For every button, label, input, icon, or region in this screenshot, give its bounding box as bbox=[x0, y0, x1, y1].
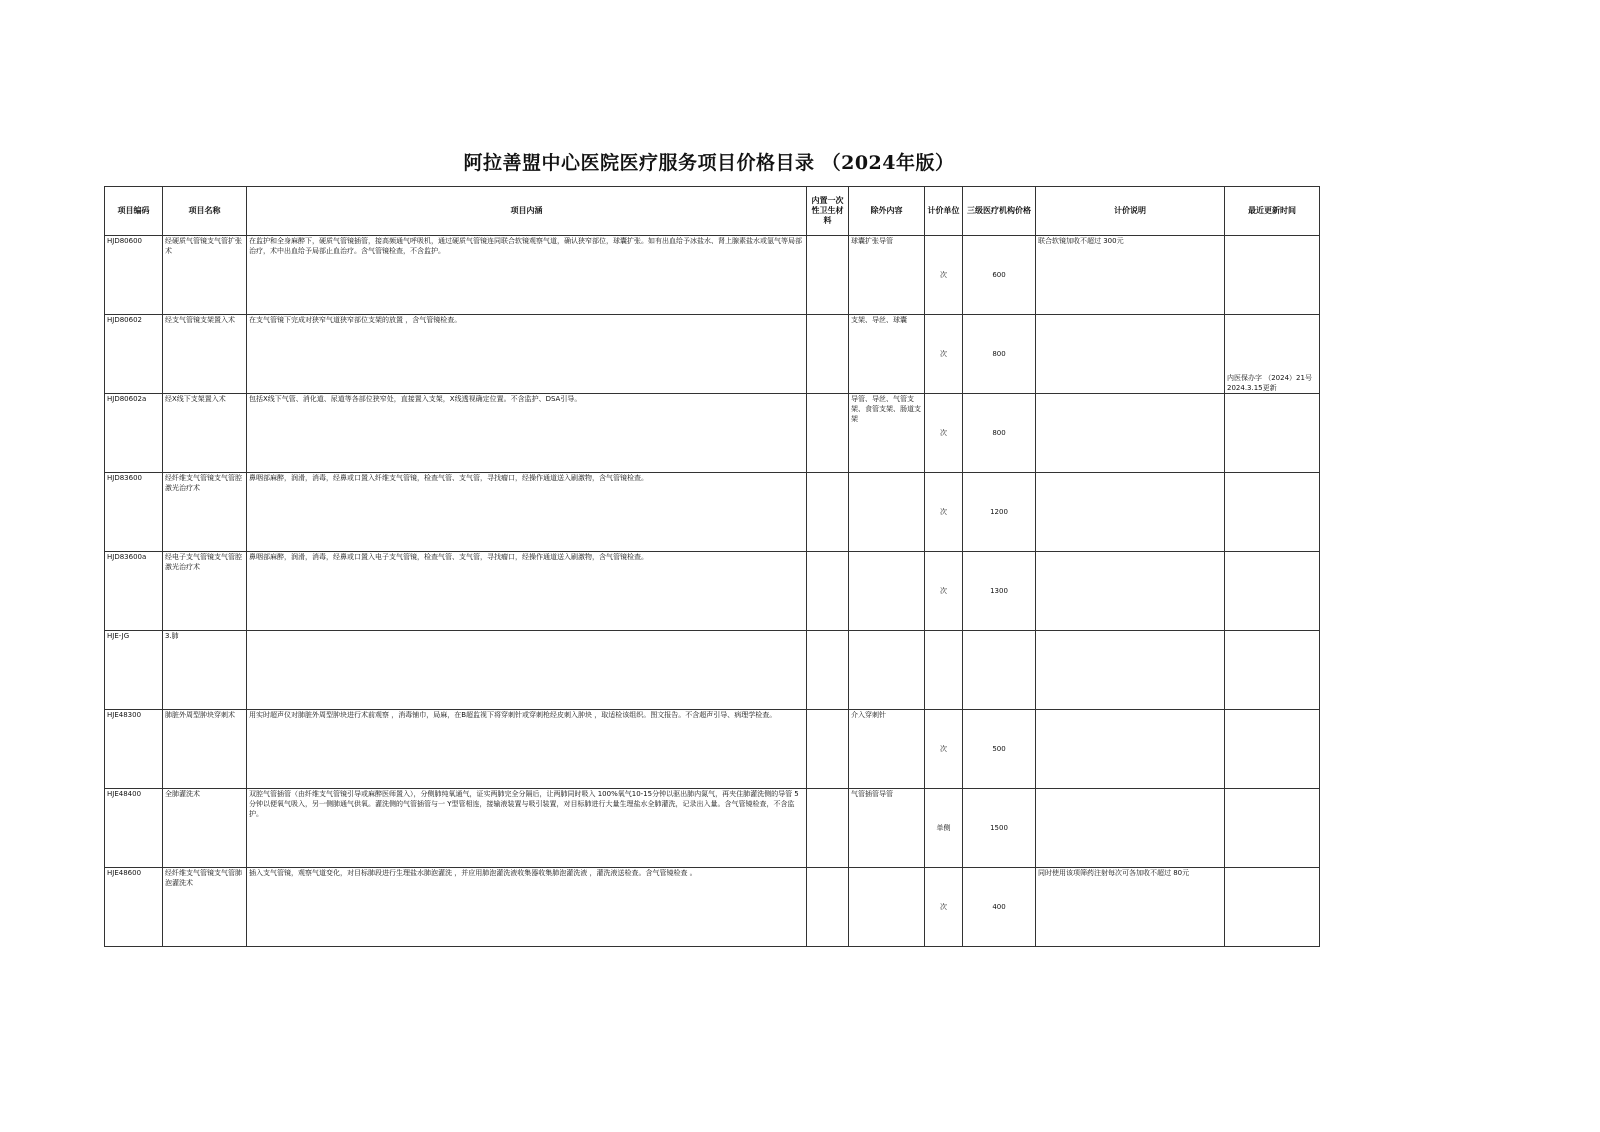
cell-note bbox=[1036, 473, 1225, 552]
header-material: 内置一次性卫生材料 bbox=[807, 187, 849, 236]
cell-name: 经支气管镜支架置入术 bbox=[163, 315, 247, 394]
cell-code: HJD80602 bbox=[105, 315, 163, 394]
table-row bbox=[105, 552, 1320, 631]
cell-content: 包括X线下气管、消化道、尿道等各部位狭窄处，直接置入支架，X线透视确定位置。不含监护、DSA引导。 bbox=[247, 394, 807, 473]
table-row bbox=[105, 631, 1320, 710]
cell-price: 1200 bbox=[963, 473, 1036, 552]
cell-price: 600 bbox=[963, 236, 1036, 315]
cell-name: 经电子支气管镜支气管腔激光治疗术 bbox=[163, 552, 247, 631]
cell-excluded bbox=[849, 868, 925, 947]
cell-code: HJD80602a bbox=[105, 394, 163, 473]
cell-name: 3.肺 bbox=[163, 631, 247, 710]
table-row bbox=[105, 710, 1320, 789]
cell-note bbox=[1036, 394, 1225, 473]
cell-code: HJE48300 bbox=[105, 710, 163, 789]
cell-unit: 次 bbox=[925, 394, 963, 473]
cell-excluded: 介入穿刺针 bbox=[849, 710, 925, 789]
header-price: 三级医疗机构价格 bbox=[963, 187, 1036, 236]
cell-code: HJD83600 bbox=[105, 473, 163, 552]
cell-note bbox=[1036, 631, 1225, 710]
cell-material bbox=[807, 789, 849, 868]
cell-note: 同时使用该项筛药注射每次可各加收不超过 80元 bbox=[1036, 868, 1225, 947]
cell-price: 500 bbox=[963, 710, 1036, 789]
header-content: 项目内涵 bbox=[247, 187, 807, 236]
table-header-row bbox=[105, 187, 1320, 236]
cell-price bbox=[963, 631, 1036, 710]
cell-excluded bbox=[849, 631, 925, 710]
cell-content: 在监护和全身麻醉下，硬质气管镜插管，接高频通气呼吸机，通过硬质气管镜连同联合软镜观察气道，确认狭窄部位，球囊扩张。如有出血给予冰盐水、肾上腺素盐水或氩气等局部治疗，术中出血给予局部止血治疗。含气管镜检查，不含监护。 bbox=[247, 236, 807, 315]
header-updated: 最近更新时间 bbox=[1225, 187, 1320, 236]
cell-price: 400 bbox=[963, 868, 1036, 947]
cell-content: 鼻咽部麻醉，润滑，消毒，经鼻或口置入纤维支气管镜，检查气管、支气管，寻找瘤口，经操作通道送入刷激物，含气管镜检查。 bbox=[247, 473, 807, 552]
cell-updated bbox=[1225, 394, 1320, 473]
cell-content: 鼻咽部麻醉，润滑，消毒，经鼻或口置入电子支气管镜，检查气管、支气管，寻找瘤口，经操作通道送入刷激物，含气管镜检查。 bbox=[247, 552, 807, 631]
cell-name: 经纤维支气管镜支气管肺泡灌洗术 bbox=[163, 868, 247, 947]
header-unit: 计价单位 bbox=[925, 187, 963, 236]
cell-name: 经纤维支气管镜支气管腔激光治疗术 bbox=[163, 473, 247, 552]
cell-content: 双腔气管插管（由纤维支气管镜引导或麻醉医师置入），分侧肺纯氧通气，证实两肺完全分隔后，让两肺同时吸入 100%氧气10-15分钟以驱出肺内氮气，再夹住肺灌洗侧的导管 5分钟以便氧气吸入，另一侧肺通气供氧。灌洗侧的气管插管与一 Y型管相连，接输液装置与吸引装置，对目标肺进行大量生理盐水全肺灌洗，记录出入量。含气管镜检查，不含监护。 bbox=[247, 789, 807, 868]
cell-updated bbox=[1225, 473, 1320, 552]
table-row bbox=[105, 789, 1320, 868]
update-note-text: 内医保办字 （2024）21号 2024.3.15更新 bbox=[1227, 374, 1312, 392]
cell-unit: 次 bbox=[925, 868, 963, 947]
cell-note bbox=[1036, 710, 1225, 789]
cell-code: HJE48600 bbox=[105, 868, 163, 947]
cell-excluded: 导管、导丝、气管支架、食管支架、肠道支架 bbox=[849, 394, 925, 473]
cell-price: 800 bbox=[963, 394, 1036, 473]
cell-price: 800 bbox=[963, 315, 1036, 394]
cell-updated bbox=[1225, 236, 1320, 315]
cell-material bbox=[807, 473, 849, 552]
cell-content: 在支气管镜下完成对狭窄气道狭窄部位支架的放置 ，含气管镜检查。 bbox=[247, 315, 807, 394]
table-row bbox=[105, 473, 1320, 552]
table-row bbox=[105, 315, 1320, 394]
header-code: 项目编码 bbox=[105, 187, 163, 236]
cell-unit: 次 bbox=[925, 473, 963, 552]
cell-unit bbox=[925, 631, 963, 710]
cell-unit: 次 bbox=[925, 710, 963, 789]
cell-material bbox=[807, 552, 849, 631]
cell-excluded: 气管插管导管 bbox=[849, 789, 925, 868]
cell-excluded: 球囊扩张导管 bbox=[849, 236, 925, 315]
cell-name: 经硬质气管镜支气管扩张术 bbox=[163, 236, 247, 315]
header-name: 项目名称 bbox=[163, 187, 247, 236]
cell-material bbox=[807, 631, 849, 710]
cell-unit: 次 bbox=[925, 552, 963, 631]
cell-unit: 单侧 bbox=[925, 789, 963, 868]
header-note: 计价说明 bbox=[1036, 187, 1225, 236]
cell-updated bbox=[1225, 710, 1320, 789]
cell-content bbox=[247, 631, 807, 710]
cell-unit: 次 bbox=[925, 315, 963, 394]
cell-material bbox=[807, 868, 849, 947]
cell-price: 1500 bbox=[963, 789, 1036, 868]
cell-content: 插入支气管镜，观察气道变化，对目标肺段进行生理盐水肺泡灌洗 ，并应用肺泡灌洗液收集器收集肺泡灌洗液 ，灌洗液送检查。含气管镜检查 。 bbox=[247, 868, 807, 947]
cell-note bbox=[1036, 552, 1225, 631]
document-title: 阿拉善盟中心医院医疗服务项目价格目录 （2024年版） bbox=[463, 152, 955, 174]
cell-updated bbox=[1225, 789, 1320, 868]
cell-updated bbox=[1225, 631, 1320, 710]
cell-code: HJD83600a bbox=[105, 552, 163, 631]
cell-code: HJD80600 bbox=[105, 236, 163, 315]
cell-name: 全肺灌洗术 bbox=[163, 789, 247, 868]
cell-excluded bbox=[849, 473, 925, 552]
cell-code: HJE48400 bbox=[105, 789, 163, 868]
cell-unit: 次 bbox=[925, 236, 963, 315]
cell-material bbox=[807, 315, 849, 394]
cell-note bbox=[1036, 789, 1225, 868]
cell-material bbox=[807, 710, 849, 789]
header-excluded: 除外内容 bbox=[849, 187, 925, 236]
cell-name: 肺脏外周型肿块穿刺术 bbox=[163, 710, 247, 789]
cell-updated bbox=[1225, 315, 1320, 394]
cell-updated bbox=[1225, 868, 1320, 947]
cell-note: 联合软镜加收不超过 300元 bbox=[1036, 236, 1225, 315]
price-table bbox=[104, 186, 1320, 947]
table-row bbox=[105, 868, 1320, 947]
cell-excluded: 支架、导丝、球囊 bbox=[849, 315, 925, 394]
cell-excluded bbox=[849, 552, 925, 631]
cell-note bbox=[1036, 315, 1225, 394]
cell-price: 1300 bbox=[963, 552, 1036, 631]
cell-content: 用实时超声仪对肺脏外周型肿块进行术前观察 ，消毒铺巾，局麻，在B超监视下将穿刺针或穿刺枪经皮刺入肿块 ，取适检该组织。图文报告。不含超声引导、病理学检查。 bbox=[247, 710, 807, 789]
cell-code: HJE-JG bbox=[105, 631, 163, 710]
cell-material bbox=[807, 236, 849, 315]
cell-material bbox=[807, 394, 849, 473]
cell-name: 经X线下支架置入术 bbox=[163, 394, 247, 473]
table-row bbox=[105, 236, 1320, 315]
table-row bbox=[105, 394, 1320, 473]
cell-updated bbox=[1225, 552, 1320, 631]
